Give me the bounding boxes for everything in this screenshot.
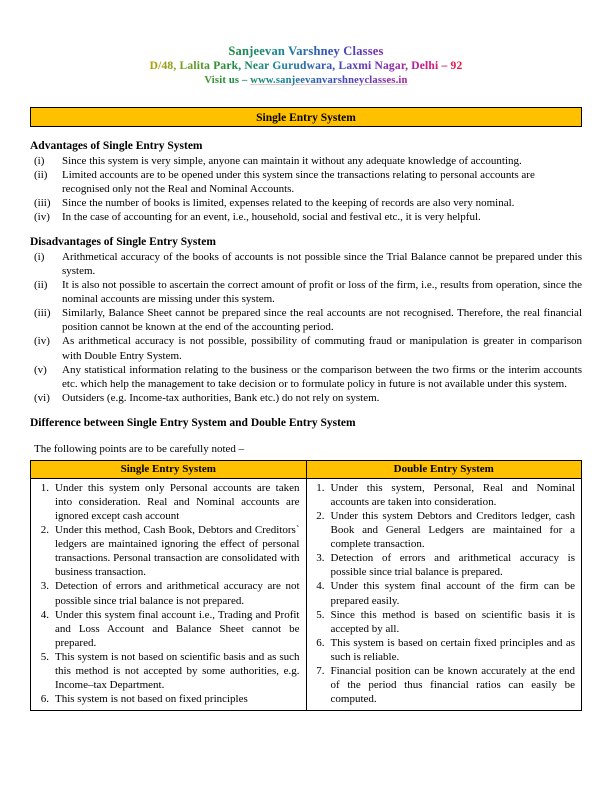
double-entry-point-text: This system is based on certain fixed principles and as such is reliable. (330, 636, 575, 663)
single-entry-point-text: Under this system only Personal accounts are taken into consideration. Real and Nominal accounts are ignored except cash account (55, 481, 300, 523)
letterhead (30, 0, 582, 87)
double-entry-point-text: Under this system, Personal, Real and Nominal accounts are taken into consideration. (330, 481, 575, 508)
disadvantages-heading: Disadvantages of Single Entry System (30, 236, 216, 249)
single-entry-point-text: Under this method, Cash Book, Debtors and Creditors` ledgers are maintained ignoring the effect of personal transactions. Personal transaction are consolidated with business transaction. (55, 524, 300, 579)
column-header-double-entry: Double Entry System (306, 460, 582, 478)
table-body-row (31, 478, 582, 710)
double-entry-point (311, 608, 576, 636)
advantage-item-marker: (iv) (34, 210, 50, 223)
comparison-table (30, 460, 582, 711)
disadvantages-list (30, 250, 582, 405)
table-header-row (31, 460, 582, 478)
double-entry-point-text: Financial position can be known accurately at the end of the period thus financial ratios can easily be computed. (330, 664, 575, 706)
disadvantage-item (30, 391, 582, 405)
advantage-item (30, 154, 582, 168)
double-entry-point-text: Detection of errors and arithmetical accuracy is possible since trial balance is prepared. (330, 552, 575, 579)
single-entry-point-number: 3. (40, 580, 49, 593)
single-entry-point-text: Under this system final account i.e., Trading and Profit and Loss Account and Balance Sheet cannot be prepared. (55, 608, 300, 649)
advantage-item-marker: (i) (34, 154, 45, 167)
disadvantage-item (30, 278, 582, 306)
advantage-item-text: Limited accounts are to be opened under this system since the transactions relating to personal accounts are recognised only not the Real and Nominal Accounts. (62, 168, 535, 195)
single-entry-point-text: Detection of errors and arithmetical accuracy are not possible since trial balance is not prepared. (55, 580, 300, 607)
double-entry-point-text: Under this system final account of the firm can be prepared easily. (330, 580, 575, 607)
single-entry-point (35, 608, 300, 650)
single-entry-points (35, 481, 300, 706)
single-entry-point (35, 692, 300, 706)
column-header-single-entry: Single Entry System (31, 460, 307, 478)
double-entry-point-number: 6. (316, 636, 325, 649)
double-entry-point (311, 636, 576, 664)
disadvantage-item-text: Outsiders (e.g. Income-tax authorities, Bank etc.) do not rely on system. (62, 391, 380, 404)
disadvantage-item-marker: (iv) (34, 335, 50, 348)
double-entry-point-number: 3. (316, 552, 325, 565)
advantage-item (30, 196, 582, 210)
double-entry-point-text: Under this system Debtors and Creditors ledger, cash Book and General Ledgers are maintained for a complete transaction. (330, 510, 575, 551)
double-entry-point (311, 509, 576, 551)
disadvantage-item-marker: (i) (34, 251, 45, 264)
cell-single-entry (31, 478, 307, 710)
advantage-item-text: Since this system is very simple, anyone can maintain it without any adequate knowledge of accounting. (62, 154, 522, 167)
double-entry-point-number: 5. (316, 608, 325, 621)
disadvantage-item-marker: (ii) (34, 279, 48, 292)
single-entry-point-text: This system is not based on fixed principles (55, 693, 248, 706)
website-line (30, 75, 582, 87)
disadvantage-item (30, 334, 582, 362)
disadvantage-item-text: Arithmetical accuracy of the books of accounts is not possible since the Trial Balance cannot be prepared under this system. (62, 251, 582, 278)
website-link[interactable]: www.sanjeevanvarshneyclasses.in (250, 74, 408, 86)
disadvantage-item-marker: (iii) (34, 307, 51, 320)
advantages-heading: Advantages of Single Entry System (30, 139, 203, 152)
single-entry-point (35, 481, 300, 523)
disadvantage-item (30, 363, 582, 391)
double-entry-point (311, 579, 576, 607)
advantage-item-text: In the case of accounting for an event, i.e., household, social and festival etc., it is very helpful. (62, 210, 481, 223)
single-entry-point (35, 579, 300, 607)
advantage-item-marker: (ii) (34, 168, 48, 181)
comparison-table-clip (30, 460, 582, 711)
institute-name: Sanjeevan Varshney Classes (30, 44, 582, 58)
single-entry-point (35, 650, 300, 692)
disadvantage-item-marker: (vi) (34, 391, 50, 404)
single-entry-point (35, 523, 300, 579)
disadvantage-item-text: As arithmetical accuracy is not possible, possibility of commuting fraud or manipulation is greater in comparison with Double Entry System. (62, 335, 582, 362)
double-entry-point-number: 1. (316, 481, 325, 494)
single-entry-point-text: This system is not based on scientific basis and as such this method is not accepted by some authorities, e.g. Income–tax Department. (55, 650, 300, 691)
double-entry-point-number: 7. (316, 664, 325, 677)
disadvantage-item (30, 250, 582, 278)
single-entry-point-number: 1. (40, 481, 49, 494)
double-entry-point (311, 664, 576, 706)
advantage-item (30, 168, 582, 196)
page-title-banner: Single Entry System (30, 107, 582, 127)
single-entry-point-number: 4. (40, 608, 49, 621)
double-entry-point-number: 2. (316, 510, 325, 523)
institute-address: D/48, Lalita Park, Near Gurudwara, Laxmi Nagar, Delhi – 92 (30, 60, 582, 73)
difference-heading: Difference between Single Entry System and Double Entry System (30, 416, 356, 429)
double-entry-points (311, 481, 576, 706)
advantage-item-text: Since the number of books is limited, expenses related to the keeping of records are also very nominal. (62, 196, 515, 209)
advantages-list (30, 154, 582, 224)
single-entry-point-number: 2. (40, 524, 49, 537)
double-entry-point-text: Since this method is based on scientific basis it is accepted by all. (330, 608, 575, 635)
advantage-item (30, 210, 582, 224)
double-entry-point (311, 481, 576, 509)
double-entry-point (311, 551, 576, 579)
disadvantage-item-text: Any statistical information relating to the business or the comparison between the two firms or the interim accounts etc. which help the management to take decision or to formulate policy in future is not available under this system. (62, 363, 582, 390)
disadvantage-item-text: Similarly, Balance Sheet cannot be prepared since the real accounts are not recognised. Therefore, the real financial position cannot be known at the end of the accounting period. (62, 307, 582, 334)
single-entry-point-number: 6. (40, 693, 49, 706)
visit-label: Visit us – (204, 74, 251, 86)
difference-intro: The following points are to be carefully noted – (34, 442, 245, 455)
single-entry-point-number: 5. (40, 650, 49, 663)
disadvantage-item-text: It is also not possible to ascertain the correct amount of profit or loss of the firm, i.e., results from operation, since the nominal accounts are missing under this system. (62, 279, 582, 306)
cell-double-entry (306, 478, 582, 710)
disadvantage-item (30, 306, 582, 334)
disadvantage-item-marker: (v) (34, 363, 47, 376)
advantage-item-marker: (iii) (34, 196, 51, 209)
double-entry-point-number: 4. (316, 580, 325, 593)
